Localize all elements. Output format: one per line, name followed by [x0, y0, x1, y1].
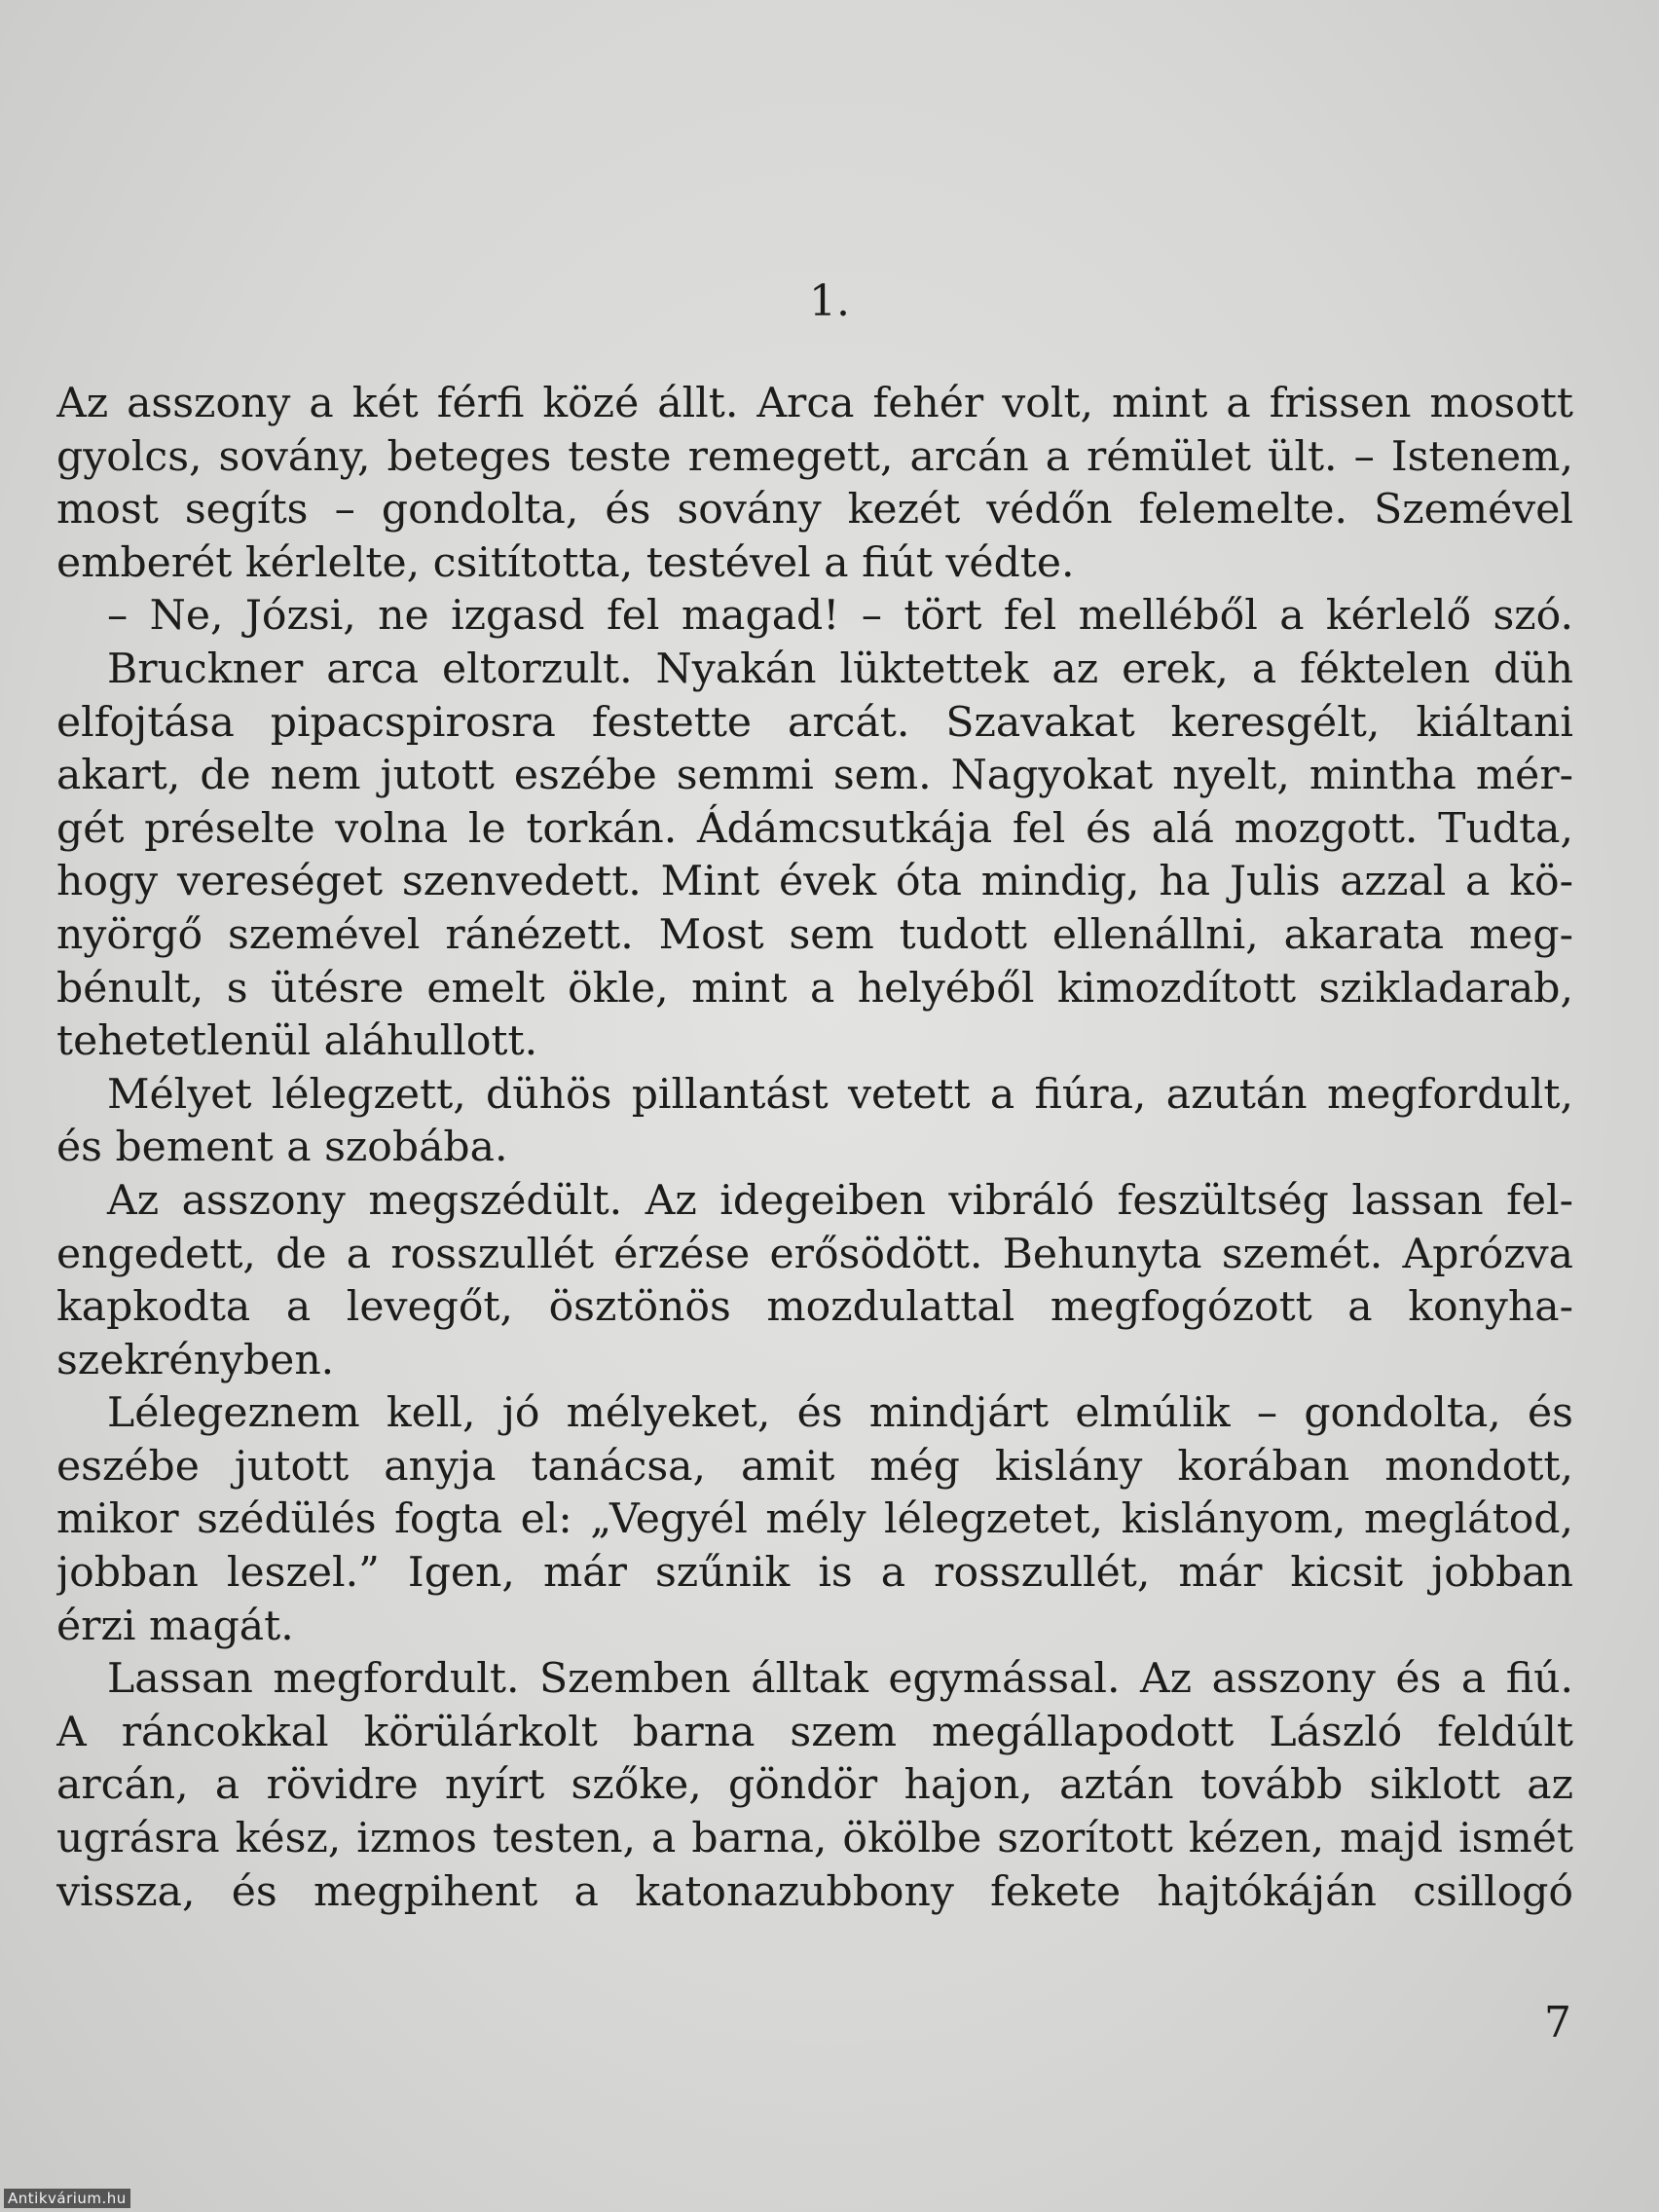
text-line: gyolcs, sovány, beteges teste remegett, arcán a rémület ült. – Istenem, — [56, 432, 1573, 481]
text-line: érzi magát. — [56, 1602, 294, 1650]
paragraph — [56, 644, 1573, 1069]
text-line: jobban leszel.” Igen, már szűnik is a rosszullét, már kicsit jobban — [56, 1549, 1573, 1598]
text-line: bénult, s ütésre emelt ökle, mint a helyéből kimozdított szikladarab, — [56, 964, 1573, 1013]
text-line: elfojtása pipacspirosra festette arcát. Szavakat keresgélt, kiáltani — [56, 698, 1573, 747]
text-line: eszébe jutott anyja tanácsa, amit még kislány korában mondott, — [56, 1442, 1573, 1491]
text-line: nyörgő szemével ránézett. Most sem tudott ellenállni, akarata meg- — [56, 910, 1573, 959]
text-line: szekrényben. — [56, 1336, 335, 1384]
text-line: Az asszony megszédült. Az idegeiben vibráló feszültség lassan fel- — [107, 1176, 1573, 1225]
text-line: A ráncokkal körülárkolt barna szem megállapodott László feldúlt — [56, 1708, 1573, 1756]
text-line: tehetetlenül aláhullott. — [56, 1017, 538, 1066]
text-line: engedett, de a rosszullét érzése erősödött. Behunyta szemét. Aprózva — [56, 1230, 1573, 1278]
text-line: most segíts – gondolta, és sovány kezét védőn felemelte. Szemével — [56, 486, 1573, 535]
paragraph — [56, 590, 1573, 644]
paragraph — [56, 1069, 1573, 1175]
text-line: ugrásra kész, izmos testen, a barna, ökölbe szorított kézen, majd ismét — [56, 1815, 1573, 1863]
paragraph — [56, 1653, 1573, 1919]
text-line: akart, de nem jutott eszébe semmi sem. Nagyokat nyelt, mintha mér- — [56, 752, 1573, 800]
text-line: és bement a szobába. — [56, 1124, 508, 1172]
paragraph — [56, 1387, 1573, 1653]
text-line: Lélegeznem kell, jó mélyeket, és mindjárt elmúlik – gondolta, és — [107, 1389, 1573, 1438]
paragraph — [56, 1175, 1573, 1387]
body-text — [56, 378, 1573, 1919]
page-number: 7 — [1544, 1998, 1571, 2047]
text-line: Mélyet lélegzett, dühös pillantást vetett a fiúra, azután megfordult, — [107, 1070, 1573, 1119]
text-line: emberét kérlelte, csitította, testével a fiút védte. — [56, 538, 1075, 587]
text-line: – Ne, Józsi, ne izgasd fel magad! – tört fel melléből a kérlelő szó. — [107, 592, 1573, 641]
text-line: mikor szédülés fogta el: „Vegyél mély lélegzetet, kislányom, meglátod, — [56, 1495, 1573, 1544]
text-line: hogy vereséget szenvedett. Mint évek óta mindig, ha Julis azzal a kö- — [56, 858, 1573, 906]
paragraph — [56, 378, 1573, 590]
text-line: Az asszony a két férfi közé állt. Arca fehér volt, mint a frissen mosott — [56, 380, 1573, 427]
watermark: Antikvárium.hu — [4, 2189, 130, 2208]
text-line: Lassan megfordult. Szemben álltak egymással. Az asszony és a fiú. — [107, 1655, 1573, 1704]
text-line: Bruckner arca eltorzult. Nyakán lüktettek az erek, a féktelen düh — [107, 645, 1573, 693]
text-line: gét préselte volna le torkán. Ádámcsutkája fel és alá mozgott. Tudta, — [56, 804, 1573, 853]
text-line: vissza, és megpihent a katonazubbony fekete hajtókáján csillogó — [56, 1867, 1573, 1916]
chapter-heading: 1. — [809, 276, 850, 326]
text-line: kapkodta a levegőt, ösztönös mozdulattal megfogózott a konyha- — [56, 1283, 1573, 1332]
text-line: arcán, a rövidre nyírt szőke, göndör hajon, aztán tovább siklott az — [56, 1761, 1573, 1810]
